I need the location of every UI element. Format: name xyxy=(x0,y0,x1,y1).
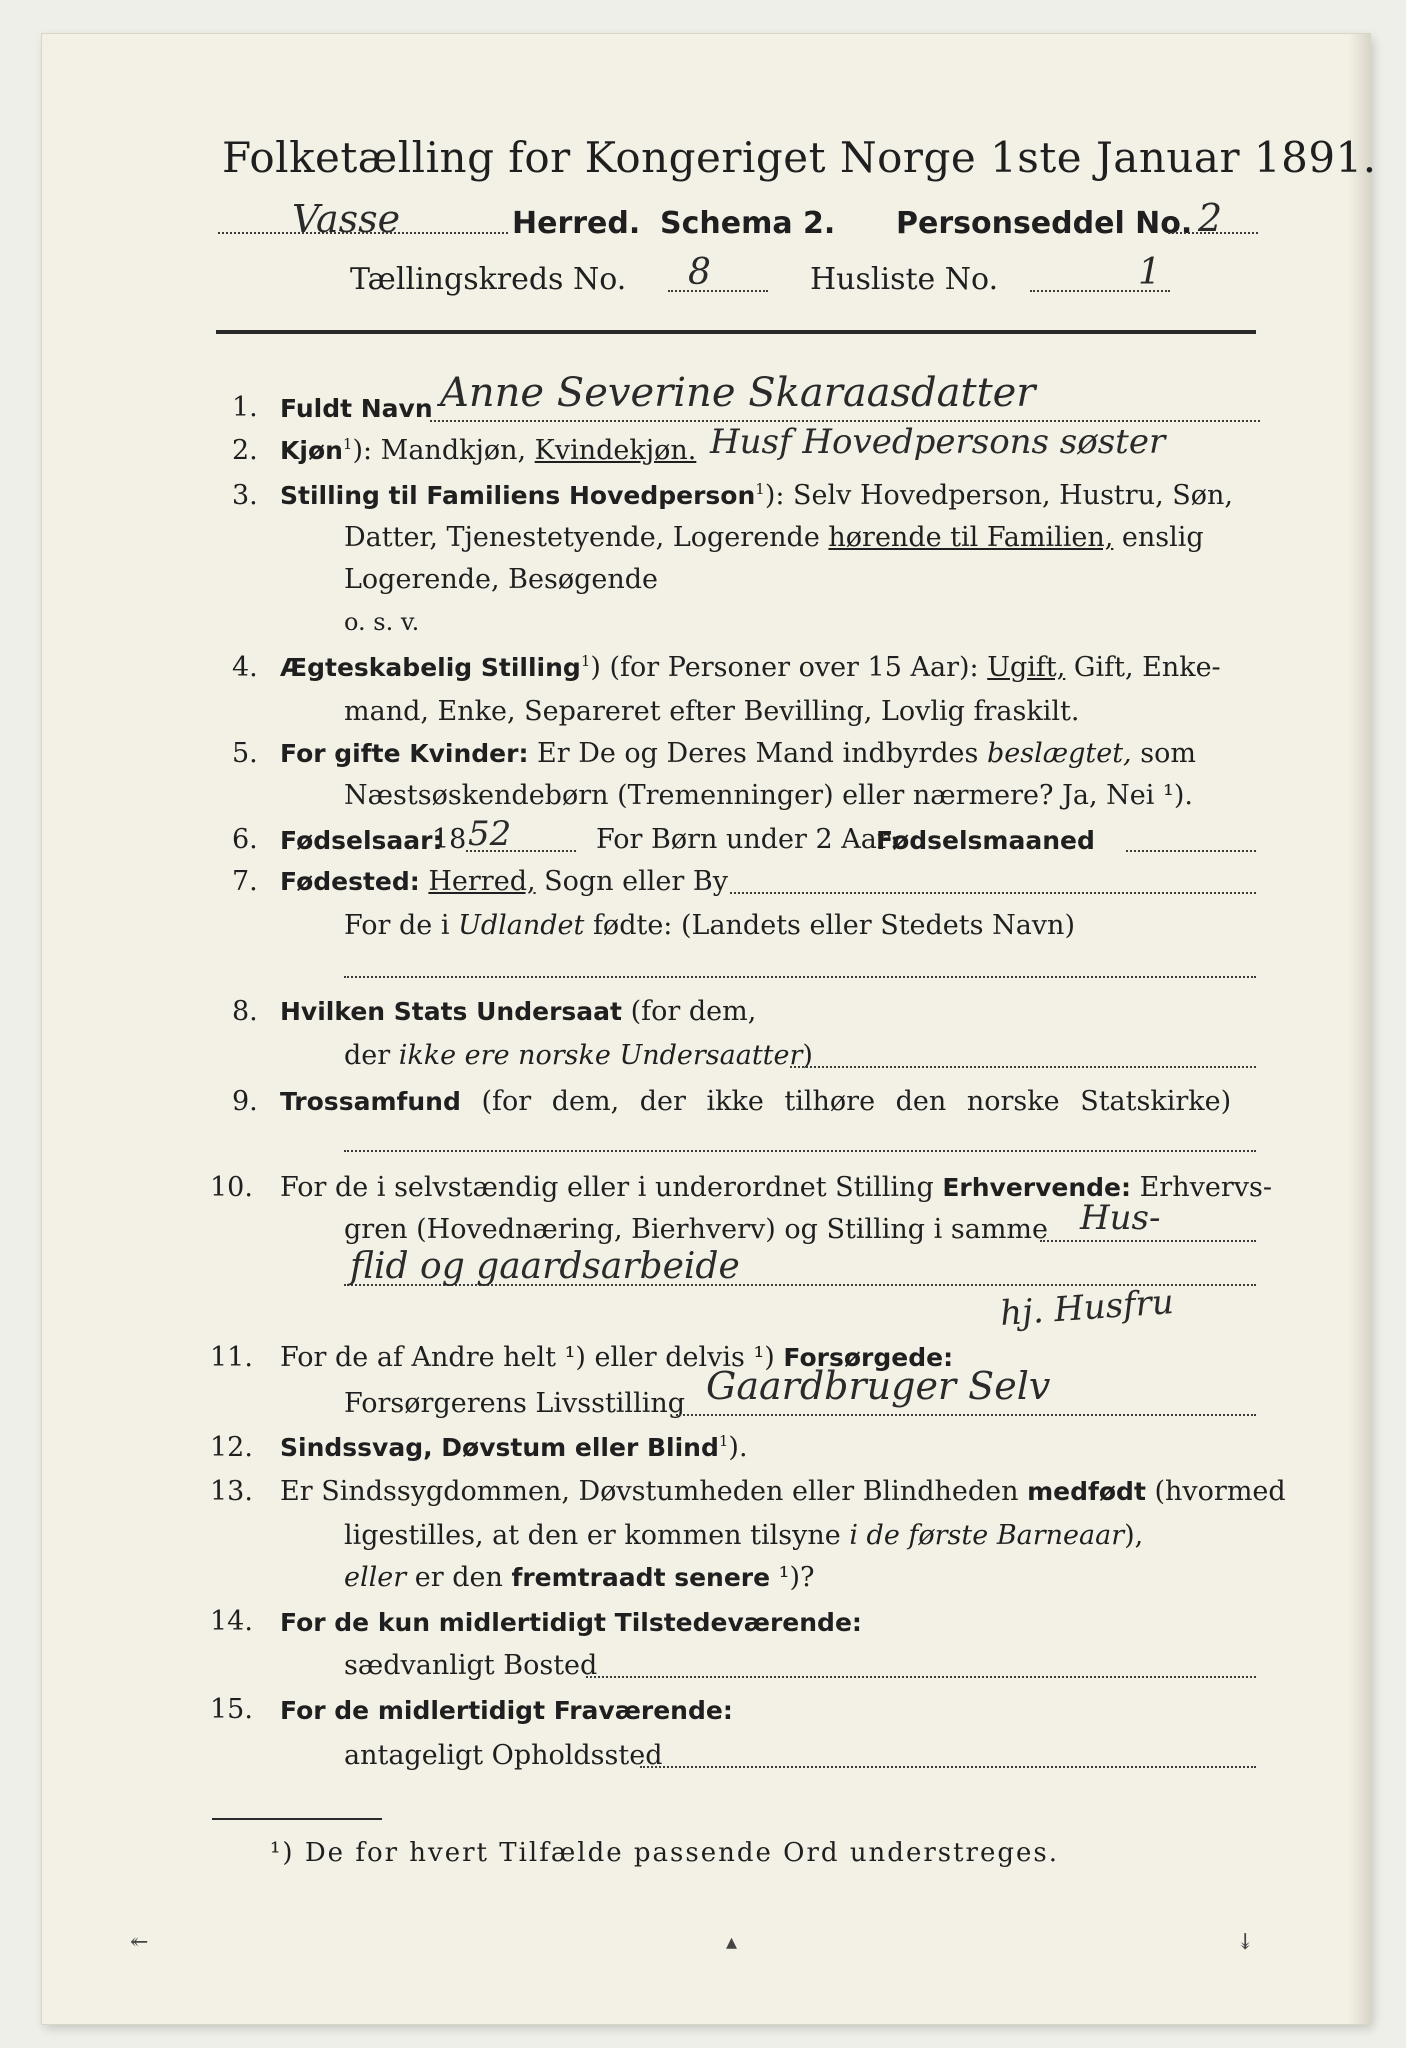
registration-mark-right: ↡ xyxy=(1236,1930,1255,1955)
q3-line4: o. s. v. xyxy=(344,608,420,636)
q3-line2a: Datter, Tjenestetyende, Logerende xyxy=(344,522,829,553)
q13-line3i: eller xyxy=(344,1562,407,1593)
q7-line1 xyxy=(280,866,728,897)
q13-line3a: er den xyxy=(406,1562,512,1593)
q3-line2 xyxy=(344,522,1204,553)
q4-line2: mand, Enke, Separeret efter Bevilling, Lovlig fraskilt. xyxy=(344,696,1080,727)
q2-label: Kjøn xyxy=(280,436,343,465)
q13-line1a: Er Sindssygdommen, Døvstumheden eller Blindheden xyxy=(280,1476,1028,1507)
q3-line2b: enslig xyxy=(1113,522,1204,553)
q3-sup: 1 xyxy=(755,480,765,498)
q13-label2: fremtraadt senere xyxy=(511,1563,771,1592)
q10-answer1: Hus- xyxy=(1080,1198,1161,1238)
q2-text: ): Mandkjøn, xyxy=(352,435,527,466)
q7-line2a: For de i xyxy=(344,910,459,941)
q5-line1 xyxy=(280,738,1196,769)
q7-text: Sogn eller By xyxy=(535,866,728,897)
q11-number: 11. xyxy=(210,1342,253,1373)
q13-line2b: ), xyxy=(1124,1520,1144,1551)
q14-number: 14. xyxy=(210,1606,253,1637)
q13-line1 xyxy=(280,1476,1286,1507)
q11-line2: Forsørgerens Livsstilling xyxy=(344,1388,686,1419)
registration-mark-left: ↞ xyxy=(130,1930,149,1955)
q5-number: 5. xyxy=(232,738,258,769)
q5-line2: Næstsøskendebørn (Tremenninger) eller nærmere? Ja, Nei ¹). xyxy=(344,780,1193,811)
q6-month-dots xyxy=(1126,850,1256,852)
q7-number: 7. xyxy=(232,866,258,897)
schema-label: Schema 2. xyxy=(660,206,836,241)
q11-line1a: For de af Andre helt ¹) eller delvis ¹) xyxy=(280,1342,784,1373)
q4-line1u: Ugift, xyxy=(987,652,1066,683)
q13-line2a: ligestilles, at den er kommen tilsyne xyxy=(344,1520,850,1551)
q10-label: Erhvervende: xyxy=(942,1173,1132,1202)
husliste-value: 1 xyxy=(1138,252,1161,293)
q2-sup: 1 xyxy=(342,435,353,453)
q8-line2 xyxy=(344,1040,813,1071)
husliste-label: Husliste No. xyxy=(810,262,999,297)
q15-label: For de midlertidigt Fraværende: xyxy=(280,1696,733,1725)
q3-label: Stilling til Familiens Hovedperson xyxy=(280,481,756,510)
q10-line2: gren (Hovednæring, Bierhverv) og Stilling i samme xyxy=(344,1214,1049,1245)
q8-label: Hvilken Stats Undersaat xyxy=(280,997,622,1026)
q8-number: 8. xyxy=(232,996,258,1027)
q4-line1 xyxy=(280,652,1221,683)
q6-year-dots xyxy=(466,850,576,852)
q6-label2: Fødselsmaaned xyxy=(876,826,1095,855)
q2-line xyxy=(280,435,696,466)
q4-number: 4. xyxy=(232,652,258,683)
q11-label: Forsørgede: xyxy=(783,1343,954,1372)
q3-line2u: hørende til Familien, xyxy=(828,522,1114,553)
q13-line2i: i de første Barneaar xyxy=(849,1520,1125,1551)
q11-dots xyxy=(676,1414,1256,1416)
q10-answer3: hj. Husfru xyxy=(998,1281,1175,1335)
q10-number: 10. xyxy=(210,1172,253,1203)
q7-dots2 xyxy=(344,976,1256,978)
q5-label: For gifte Kvinder: xyxy=(280,739,529,768)
q12-number: 12. xyxy=(210,1432,253,1463)
q9-number: 9. xyxy=(232,1086,258,1117)
q6-year-value: 52 xyxy=(468,814,512,854)
personseddel-label: Personseddel No. xyxy=(896,206,1193,241)
q2-underlined: Kvindekjøn. xyxy=(534,435,697,466)
q4-sup: 1 xyxy=(580,652,591,670)
q6-label: Fødselsaar: xyxy=(280,826,443,855)
q3-line1 xyxy=(280,480,1233,511)
q9-line1 xyxy=(280,1086,1231,1117)
page-edge xyxy=(1348,34,1370,2024)
form-title: Folketælling for Kongeriget Norge 1ste Januar 1891. xyxy=(222,133,1377,182)
q13-line2 xyxy=(344,1520,1143,1551)
q6-text: For Børn under 2 Aar: xyxy=(596,824,899,855)
q12-text: ). xyxy=(728,1432,748,1463)
q5-line1a: Er De og Deres Mand indbyrdes xyxy=(528,738,987,769)
q7-line2b: fødte: (Landets eller Stedets Navn) xyxy=(584,910,1075,941)
q8-line2i: ikke ere norske Undersaatter xyxy=(398,1040,803,1071)
personseddel-value: 2 xyxy=(1198,196,1223,240)
q6-number: 6. xyxy=(232,824,258,855)
q5-line1i: beslægtet, xyxy=(986,738,1132,769)
q6-year-prefix: 18 xyxy=(432,824,467,855)
kreds-label: Tællingskreds No. xyxy=(350,262,627,297)
q7-dots1 xyxy=(730,892,1256,894)
q15-number: 15. xyxy=(210,1694,253,1725)
q8-dots xyxy=(790,1066,1256,1068)
q14-line2: sædvanligt Bosted xyxy=(344,1650,598,1681)
registration-mark-center: ▴ xyxy=(726,1930,738,1955)
q1-number: 1. xyxy=(232,392,258,423)
herred-value: Vasse xyxy=(292,197,401,241)
q7-underlined: Herred, xyxy=(428,866,536,897)
q10-line1a: For de i selvstændig eller i underordnet Stilling xyxy=(280,1172,943,1203)
q15-dots xyxy=(640,1766,1256,1768)
header-rule xyxy=(216,330,1256,334)
q7-line2i: Udlandet xyxy=(458,910,585,941)
q14-label: For de kun midlertidigt Tilstedeværende: xyxy=(280,1608,862,1637)
q9-label: Trossamfund xyxy=(280,1087,461,1116)
q4-label: Ægteskabelig Stilling xyxy=(280,653,581,682)
q8-line1 xyxy=(280,996,756,1027)
q9-dots xyxy=(344,1150,1256,1152)
q12-line1 xyxy=(280,1432,748,1463)
q3-line3: Logerende, Besøgende xyxy=(344,564,658,595)
kreds-value: 8 xyxy=(688,252,711,293)
q4-line1b: Gift, Enke- xyxy=(1065,652,1221,683)
q13-line1b: (hvormed xyxy=(1145,1476,1286,1507)
q2-number: 2. xyxy=(232,435,258,466)
footnote: ¹) De for hvert Tilfælde passende Ord understreges. xyxy=(270,1838,1060,1868)
q3-number: 3. xyxy=(232,480,258,511)
q13-line3 xyxy=(344,1562,815,1593)
q13-label: medfødt xyxy=(1027,1477,1146,1506)
q2-answer: Husf Hovedpersons søster xyxy=(710,422,1166,462)
q12-label: Sindssvag, Døvstum eller Blind xyxy=(280,1433,719,1462)
q5-line1b: som xyxy=(1131,738,1196,769)
q8-text: (for dem, xyxy=(621,996,757,1027)
q1-answer: Anne Severine Skaraasdatter xyxy=(440,370,1036,416)
q7-label: Fødested: xyxy=(280,867,420,896)
q7-line2 xyxy=(344,910,1075,941)
q13-number: 13. xyxy=(210,1476,253,1507)
q8-line2a: der xyxy=(344,1040,399,1071)
q3-text: ): Selv Hovedperson, Hustru, Søn, xyxy=(764,480,1233,511)
q12-sup: 1 xyxy=(718,1432,729,1450)
footnote-rule xyxy=(212,1818,382,1820)
q9-text: (for dem, der ikke tilhøre den norske Statskirke) xyxy=(460,1086,1232,1117)
q1-label: Fuldt Navn xyxy=(280,394,433,423)
q10-answer2: flid og gaardsarbeide xyxy=(350,1246,740,1287)
q10-line1b: Erhvervs- xyxy=(1131,1172,1272,1203)
kreds-dots xyxy=(668,290,768,292)
q4-line1a: ) (for Personer over 15 Aar): xyxy=(590,652,988,683)
q11-answer: Gaardbruger Selv xyxy=(706,1364,1051,1408)
q8-line2b: ) xyxy=(802,1040,813,1071)
q13-line3b: ¹)? xyxy=(770,1562,815,1593)
q14-dots xyxy=(586,1676,1256,1678)
q10-dots1 xyxy=(1040,1240,1256,1242)
herred-label: Herred. xyxy=(512,206,641,241)
q15-line2: antageligt Opholdssted xyxy=(344,1740,663,1771)
